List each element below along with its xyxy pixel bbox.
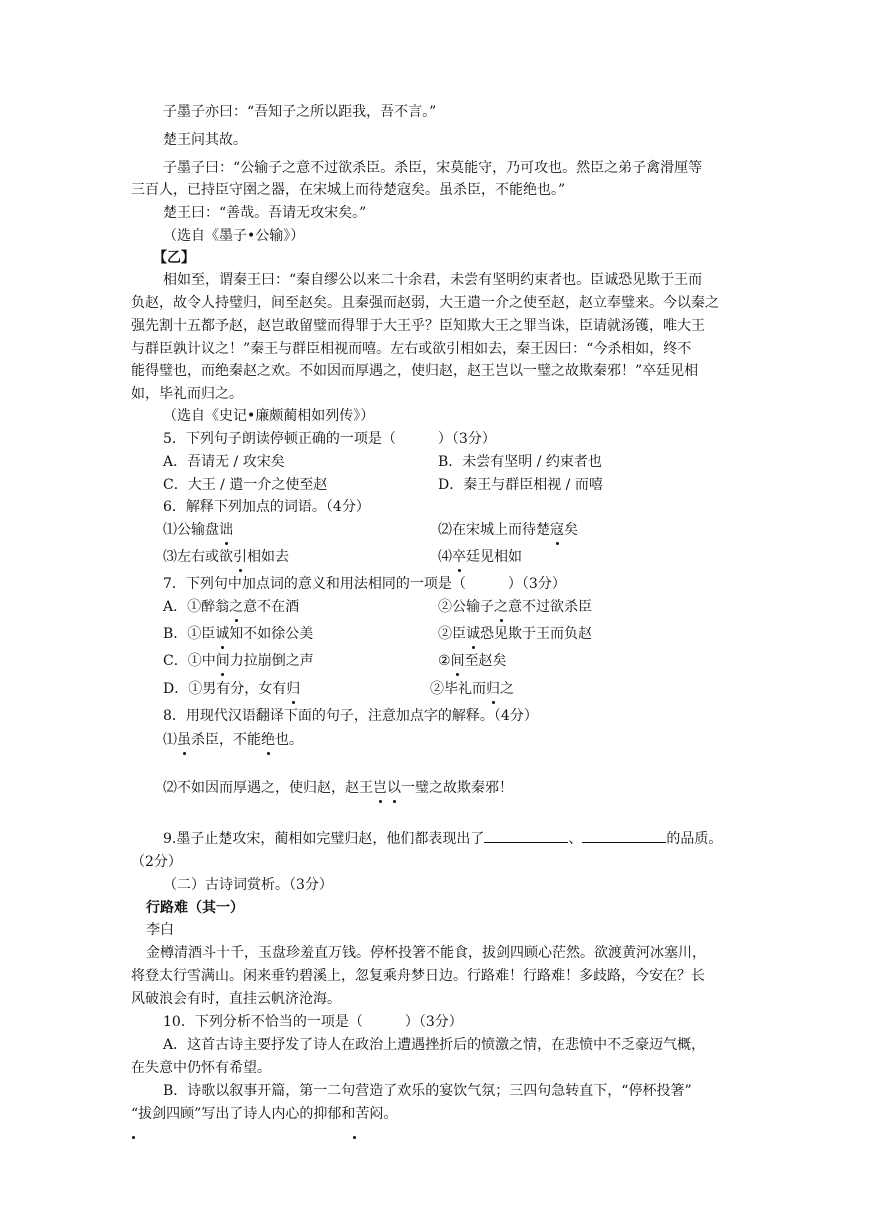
q7-option-d2: [430, 679, 514, 699]
q5-option-b: B．未尝有坚明 / 约束者也: [438, 454, 602, 470]
q8-text: 杀臣，不能: [191, 732, 261, 748]
text-line: 如，毕礼而归之。: [131, 386, 243, 402]
q8-text: 也。: [275, 732, 303, 748]
q7-text: D．①男有分，女有: [163, 681, 287, 697]
dotted-word: 岂: [373, 780, 387, 796]
q6-text: ⑴公输盘: [163, 522, 219, 538]
q9-separator: 、: [568, 831, 583, 847]
q7-text: 之: [500, 681, 514, 697]
q9-score: （2分）: [131, 854, 182, 870]
text-line: 负赵，故令人持璧归，间至赵矣。且秦强而赵弱，大王遣一介之使至赵，赵立奉璧来。今以秦之: [131, 295, 719, 311]
dotted-word: 之: [229, 599, 244, 615]
q7-option-d1: [163, 679, 300, 699]
q8-text: ⑴: [163, 732, 177, 748]
q10-option-b-cont: “拔剑四顾”写出了诗人内心的抑郁和苦闷。: [131, 1106, 398, 1122]
dotted-word: 卒: [452, 549, 466, 565]
source-note: （选自《墨子•公输》）: [163, 228, 305, 244]
q6-item-2: [438, 520, 578, 540]
q7-text: ②毕礼而: [430, 681, 486, 697]
question-5: 5．下列句子朗读停顿正确的一项是（ ）（3分）: [163, 431, 496, 447]
dotted-word: 间: [450, 653, 465, 669]
text-line: 相如至，谓秦王曰：“秦自缪公以来二十余君，未尝有坚明约束者也。臣诚恐见欺于王而: [163, 272, 703, 288]
poem-line: 风破浪会有时，直挂云帆济沧海。: [131, 991, 341, 1007]
q7-text: ②公输子: [438, 599, 494, 615]
poem-line: 将登太行雪满山。闲来垂钓碧溪上，忽复乘舟梦日边。行路难！行路难！多歧路，今安在？长: [131, 968, 705, 984]
q7-option-b1: [163, 624, 313, 644]
text-line: 能得璧也，而绝秦赵之欢。不如因而厚遇之，使归赵，赵王岂以一璧之故欺秦邪！”卒廷见相: [131, 363, 699, 379]
poem-author: 李白: [146, 922, 174, 938]
question-8: 8．用现代汉语翻译下面的句子，注意加点字的解释。（4分）: [163, 708, 538, 724]
text-line: 强先割十五都予赵，赵岂敢留璧而得罪于大王乎？臣知欺大王之罪当诛，臣请就汤镬，唯大王: [131, 318, 705, 334]
dotted-word: 之: [494, 599, 508, 615]
dotted-word: 引: [233, 549, 247, 565]
q8-text: ⑵不如因而厚遇之，使归赵，赵王: [163, 780, 373, 796]
q7-text: C．①中: [163, 653, 216, 669]
dotted-word: 以: [387, 780, 401, 796]
text-line: 与群臣孰计议之！”秦王与群臣相视而嘻。左右或欲引相如去，秦王因曰：“今杀相如，终不: [131, 341, 692, 357]
dotted-word: 诚: [215, 626, 230, 642]
dotted-word: 寇: [550, 522, 564, 538]
q10-option-a: A．这首古诗主要抒发了诗人在政治上遭遇挫折后的愤激之情，在悲愤中不乏豪迈气概，: [163, 1037, 706, 1053]
q7-option-c1: [163, 651, 314, 671]
q7-option-b2: [438, 624, 592, 644]
q7-text: A．①醉翁: [163, 599, 230, 615]
q5-option-c: C．大王 / 遣一介之使至赵: [163, 477, 328, 493]
poem-line: 金樽清酒斗十千，玉盘珍羞直万钱。停杯投箸不能食，拔剑四顾心茫然。欲渡黄河冰塞川，: [146, 945, 706, 961]
q9-text: 的品质。: [666, 831, 723, 847]
section-label: 【乙】: [153, 250, 195, 266]
q8-item-1: [163, 730, 303, 750]
text-line: 三百人，已持臣守圉之器，在宋城上而待楚寇矣。虽杀臣，不能绝也。”: [131, 182, 566, 198]
question-10: 10．下列分析不恰当的一项是（ ）（3分）: [163, 1014, 463, 1030]
dotted-word: 归: [486, 681, 500, 697]
q6-item-4: [438, 547, 522, 567]
dotted-word: 虽: [177, 732, 191, 748]
dotted-word: 诚: [466, 626, 480, 642]
q7-text: 力拉崩倒之声: [229, 653, 314, 669]
q7-option-a1: [163, 597, 299, 617]
q7-text: 知不如徐公美: [229, 626, 314, 642]
q6-text: ⑶左右或欲: [163, 549, 233, 565]
q7-text: 意不过欲杀臣: [508, 599, 592, 615]
q6-text: ⑵在宋城上而待楚: [438, 522, 550, 538]
q7-option-a2: [438, 597, 592, 617]
q7-text: ②: [438, 653, 451, 669]
q5-option-a: A．吾请无 / 攻宋矣: [163, 454, 285, 470]
dotted-word: 诎: [219, 522, 233, 538]
q6-text: 矣: [564, 522, 578, 538]
poem-title: 行路难（其一）: [146, 900, 244, 916]
q8-text: 一璧之故欺秦邪！: [401, 780, 513, 796]
q10-option-b: B．诗歌以叙事开篇，第一二句营造了欢乐的宴饮气氛；三四句急转直下，“停杯投箸”: [163, 1083, 692, 1099]
q7-text: 意不在酒: [243, 599, 300, 615]
section-heading: （二）古诗词赏析。（3分）: [163, 877, 333, 893]
q5-option-d: D．秦王与群臣相视 / 而嘻: [438, 477, 603, 493]
q7-option-c2: [438, 651, 507, 671]
question-6: 6．解释下列加点的词语。（4分）: [163, 499, 370, 515]
text-line: 子墨子曰：“公输子之意不过欲杀臣。杀臣，宋莫能守，乃可攻也。然臣之弟子禽滑厘等: [163, 160, 703, 176]
q6-text: 相如去: [247, 549, 289, 565]
q7-text: 至赵矣: [464, 653, 507, 669]
question-7: 7．下列句中加点词的意义和用法相同的一项是（ ）（3分）: [163, 576, 566, 592]
q7-text: ②臣: [438, 626, 466, 642]
text-line: 子墨子亦曰：“吾知子之所以距我，吾不言。”: [163, 104, 437, 120]
dotted-word: 间: [215, 653, 230, 669]
answer-blank-2[interactable]: [582, 830, 666, 843]
text-line: 楚王曰：“善哉。吾请无攻宋矣。”: [163, 205, 367, 221]
q9-text: 9.墨子止楚攻宋，蔺相如完璧归赵，他们都表现出了: [163, 831, 485, 847]
source-note: （选自《史记•廉颇蔺相如列传》）: [163, 408, 375, 424]
q6-text: ⑷: [438, 549, 452, 565]
q7-text: 恐见欺于王而负赵: [480, 626, 592, 642]
q6-item-3: [163, 547, 289, 567]
dotted-word: 归: [286, 681, 301, 697]
q8-item-2: [163, 778, 513, 798]
text-line: 楚王问其故。: [163, 132, 247, 148]
dotted-word: 绝: [261, 732, 275, 748]
question-9: [163, 829, 722, 849]
q6-text: 廷见相如: [466, 549, 522, 565]
q10-option-a-cont: 在失意中仍怀有希望。: [131, 1060, 271, 1076]
q6-item-1: [163, 520, 233, 540]
q7-text: B．①臣: [163, 626, 216, 642]
answer-blank-1[interactable]: [484, 830, 568, 843]
footer-dot: [353, 1136, 356, 1139]
footer-dot: [132, 1136, 135, 1139]
